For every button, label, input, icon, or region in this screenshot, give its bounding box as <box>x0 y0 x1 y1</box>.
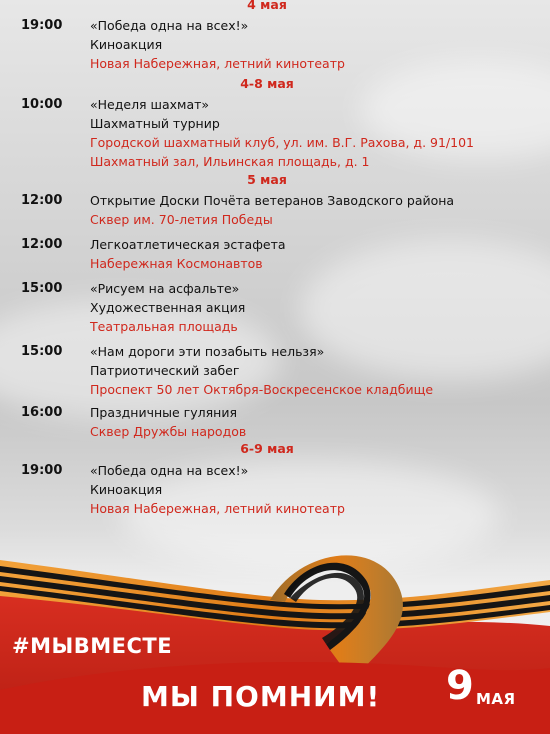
event-time: 19:00 <box>21 18 63 33</box>
event-location: Шахматный зал, Ильинская площадь, д. 1 <box>90 154 370 169</box>
event-time: 15:00 <box>21 344 63 359</box>
event-time: 16:00 <box>21 405 63 420</box>
event-type: Киноакция <box>90 482 163 497</box>
event-type: Киноакция <box>90 37 163 52</box>
date-header: 6-9 мая <box>240 441 294 456</box>
event-time: 15:00 <box>21 281 63 296</box>
event-location: Новая Набережная, летний кинотеатр <box>90 501 345 516</box>
event-title: «Рисуем на асфальте» <box>90 281 240 296</box>
event-title: Праздничные гуляния <box>90 405 237 420</box>
date-header: 5 мая <box>247 172 287 187</box>
event-location: Новая Набережная, летний кинотеатр <box>90 56 345 71</box>
event-time: 10:00 <box>21 97 63 112</box>
day-number: 9 <box>446 663 474 709</box>
event-location: Проспект 50 лет Октября-Воскресенское кладбище <box>90 382 434 397</box>
event-type: Шахматный турнир <box>90 116 220 131</box>
event-time: 12:00 <box>21 193 63 208</box>
event-title: Легкоатлетическая эстафета <box>90 237 286 252</box>
event-title: Открытие Доски Почёта ветеранов Заводского района <box>90 193 455 208</box>
day-word: МАЯ <box>476 690 516 708</box>
event-location: Театральная площадь <box>90 319 238 334</box>
event-title: «Победа одна на всех!» <box>90 18 249 33</box>
event-time: 12:00 <box>21 237 63 252</box>
slogan: МЫ ПОМНИМ! <box>141 680 381 713</box>
event-time: 19:00 <box>21 463 63 478</box>
event-location: Сквер Дружбы народов <box>90 424 247 439</box>
event-title: «Победа одна на всех!» <box>90 463 249 478</box>
event-location: Набережная Космонавтов <box>90 256 263 271</box>
event-title: «Нам дороги эти позабыть нельзя» <box>90 344 325 359</box>
event-title: «Неделя шахмат» <box>90 97 210 112</box>
event-location: Городской шахматный клуб, ул. им. В.Г. Рахова, д. 91/101 <box>90 135 474 150</box>
event-type: Художественная акция <box>90 300 246 315</box>
event-type: Патриотический забег <box>90 363 240 378</box>
date-header: 4-8 мая <box>240 76 294 91</box>
hashtag: #МЫВМЕСТЕ <box>12 634 173 658</box>
date-header: 4 мая <box>247 0 287 12</box>
event-location: Сквер им. 70-летия Победы <box>90 212 273 227</box>
